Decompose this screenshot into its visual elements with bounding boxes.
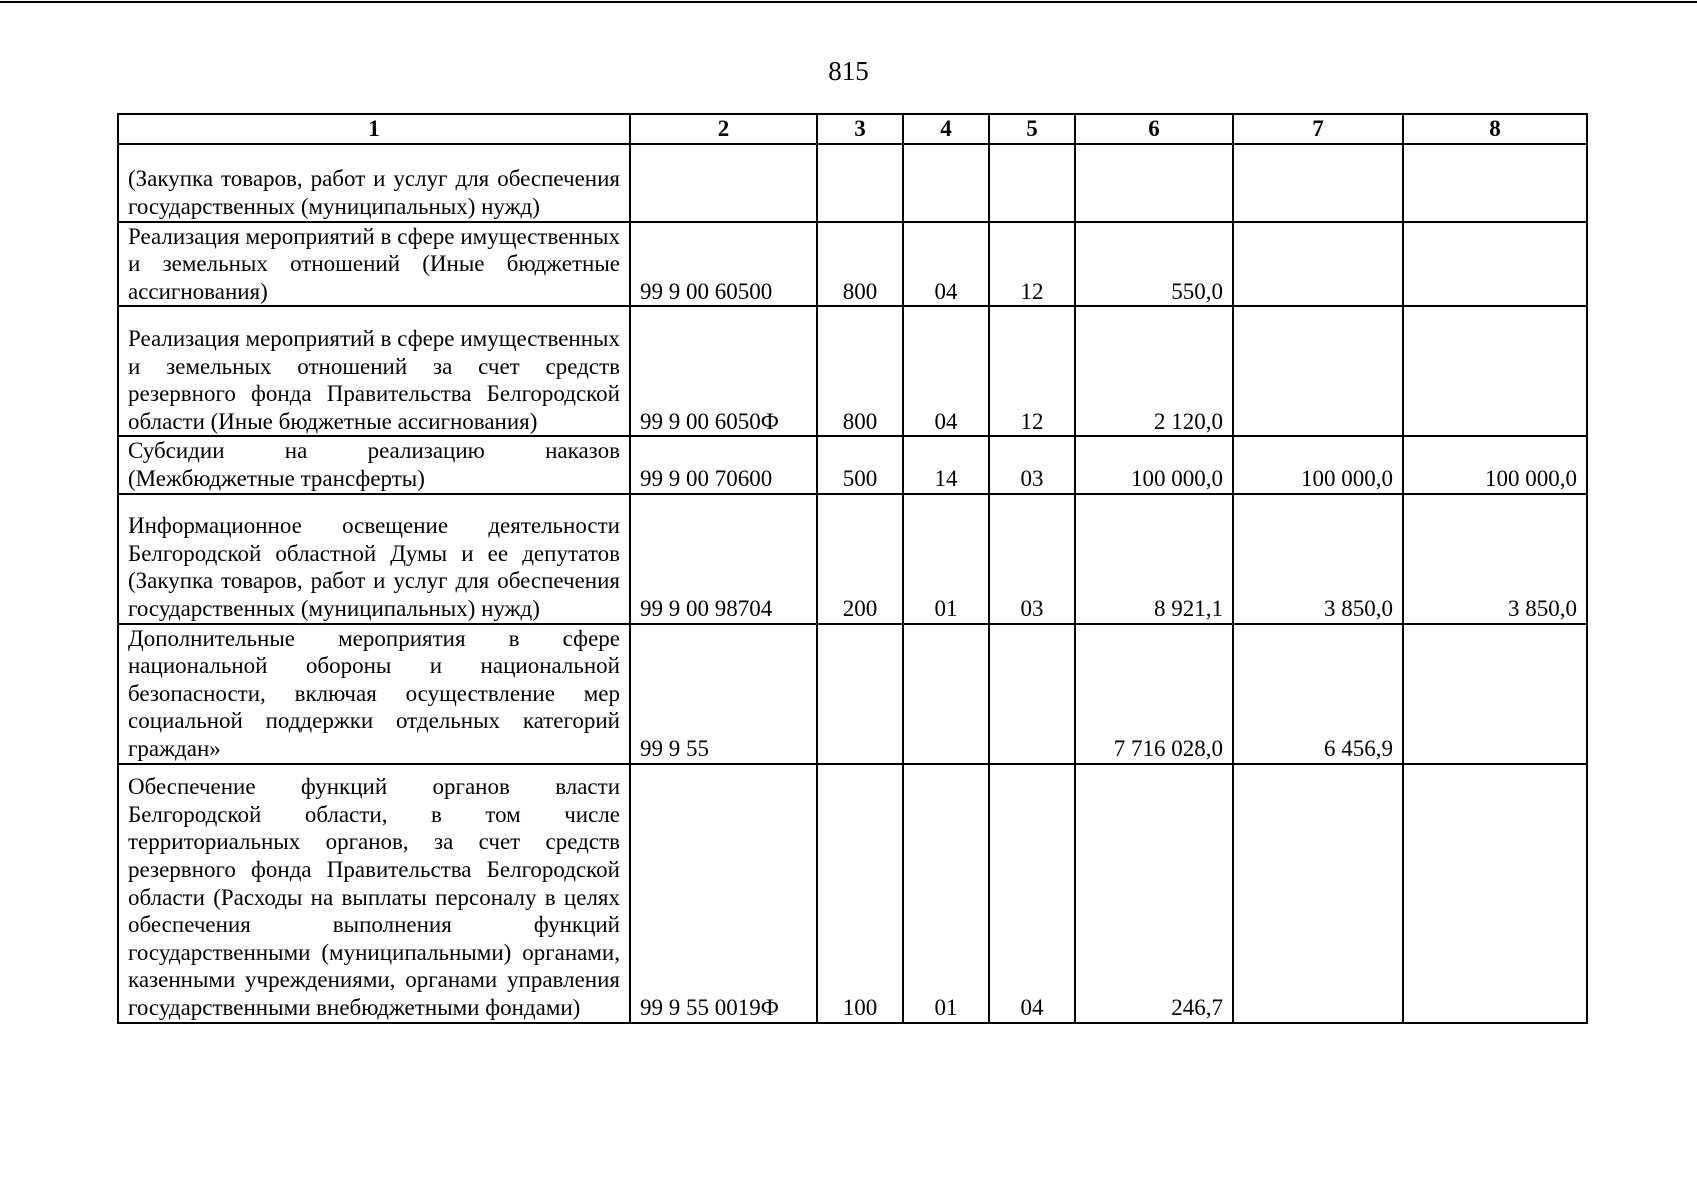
row-col-8 <box>1403 764 1587 1023</box>
row-code: 99 9 00 60500 <box>630 222 817 307</box>
row-col-4: 01 <box>903 494 989 624</box>
column-header-8: 8 <box>1403 114 1587 144</box>
column-header-7: 7 <box>1233 114 1403 144</box>
row-code: 99 9 55 <box>630 624 817 764</box>
table-row <box>118 222 1587 307</box>
row-description: Обеспечение функций органов власти Белгородской области, в том числе территориальных органов, за счет средств резервного фонда Правительства Белгородской области (Расходы на выплаты персоналу в целях обеспечения выполнения функций государственными (муниципальными) органами, казенными учреждениями, органами управления государственными внебюджетными фондами) <box>118 764 630 1023</box>
row-description: Реализация мероприятий в сфере имущественных и земельных отношений за счет средств резервного фонда Правительства Белгородской области (Иные бюджетные ассигнования) <box>118 306 630 436</box>
row-col-3: 200 <box>817 494 903 624</box>
column-header-1: 1 <box>118 114 630 144</box>
row-col-6 <box>1075 144 1233 222</box>
column-header-6: 6 <box>1075 114 1233 144</box>
row-col-6: 8 921,1 <box>1075 494 1233 624</box>
row-col-6: 100 000,0 <box>1075 436 1233 493</box>
row-col-5: 03 <box>989 436 1075 493</box>
row-col-5: 12 <box>989 222 1075 307</box>
row-code <box>630 144 817 222</box>
column-header-2: 2 <box>630 114 817 144</box>
row-col-3: 800 <box>817 222 903 307</box>
row-col-8 <box>1403 222 1587 307</box>
table-header-row <box>118 114 1587 144</box>
row-description: Дополнительные мероприятия в сфере национальной обороны и национальной безопасности, включая осуществление мер социальной поддержки отдельных категорий граждан» <box>118 624 630 764</box>
row-col-5 <box>989 144 1075 222</box>
row-col-3 <box>817 144 903 222</box>
row-description: Реализация мероприятий в сфере имущественных и земельных отношений (Иные бюджетные ассигнования) <box>118 222 630 307</box>
row-col-6: 550,0 <box>1075 222 1233 307</box>
row-col-8 <box>1403 306 1587 436</box>
column-header-4: 4 <box>903 114 989 144</box>
row-col-7: 3 850,0 <box>1233 494 1403 624</box>
row-col-3: 500 <box>817 436 903 493</box>
row-code: 99 9 00 98704 <box>630 494 817 624</box>
row-col-8: 100 000,0 <box>1403 436 1587 493</box>
table-row <box>118 624 1587 764</box>
row-col-4: 14 <box>903 436 989 493</box>
table-body <box>118 144 1587 1023</box>
row-col-6: 2 120,0 <box>1075 306 1233 436</box>
table-row <box>118 764 1587 1023</box>
table-row <box>118 436 1587 493</box>
table-row <box>118 306 1587 436</box>
row-col-3: 100 <box>817 764 903 1023</box>
row-code: 99 9 00 70600 <box>630 436 817 493</box>
row-col-7 <box>1233 764 1403 1023</box>
scan-edge-line <box>0 1 1697 3</box>
row-col-7 <box>1233 144 1403 222</box>
row-col-4: 01 <box>903 764 989 1023</box>
row-col-3 <box>817 624 903 764</box>
table-row <box>118 144 1587 222</box>
row-col-8 <box>1403 144 1587 222</box>
row-col-3: 800 <box>817 306 903 436</box>
row-description: Информационное освещение деятельности Белгородской областной Думы и ее депутатов (Закупка товаров, работ и услуг для обеспечения государственных (муниципальных) нужд) <box>118 494 630 624</box>
page-number: 815 <box>828 56 869 86</box>
row-col-5: 12 <box>989 306 1075 436</box>
row-code: 99 9 00 6050Ф <box>630 306 817 436</box>
row-col-4: 04 <box>903 306 989 436</box>
row-col-6: 7 716 028,0 <box>1075 624 1233 764</box>
column-header-5: 5 <box>989 114 1075 144</box>
row-col-4 <box>903 144 989 222</box>
row-col-4 <box>903 624 989 764</box>
row-col-6: 246,7 <box>1075 764 1233 1023</box>
row-col-7: 100 000,0 <box>1233 436 1403 493</box>
row-description: Субсидии на реализацию наказов (Межбюджетные трансферты) <box>118 436 630 493</box>
row-code: 99 9 55 0019Ф <box>630 764 817 1023</box>
row-col-7 <box>1233 222 1403 307</box>
row-col-5: 04 <box>989 764 1075 1023</box>
row-col-4: 04 <box>903 222 989 307</box>
row-col-7 <box>1233 306 1403 436</box>
table-row <box>118 494 1587 624</box>
column-header-3: 3 <box>817 114 903 144</box>
row-description: (Закупка товаров, работ и услуг для обеспечения государственных (муниципальных) нужд) <box>118 144 630 222</box>
row-col-8 <box>1403 624 1587 764</box>
row-col-7: 6 456,9 <box>1233 624 1403 764</box>
row-col-8: 3 850,0 <box>1403 494 1587 624</box>
row-col-5 <box>989 624 1075 764</box>
row-col-5: 03 <box>989 494 1075 624</box>
budget-table <box>117 113 1588 1024</box>
